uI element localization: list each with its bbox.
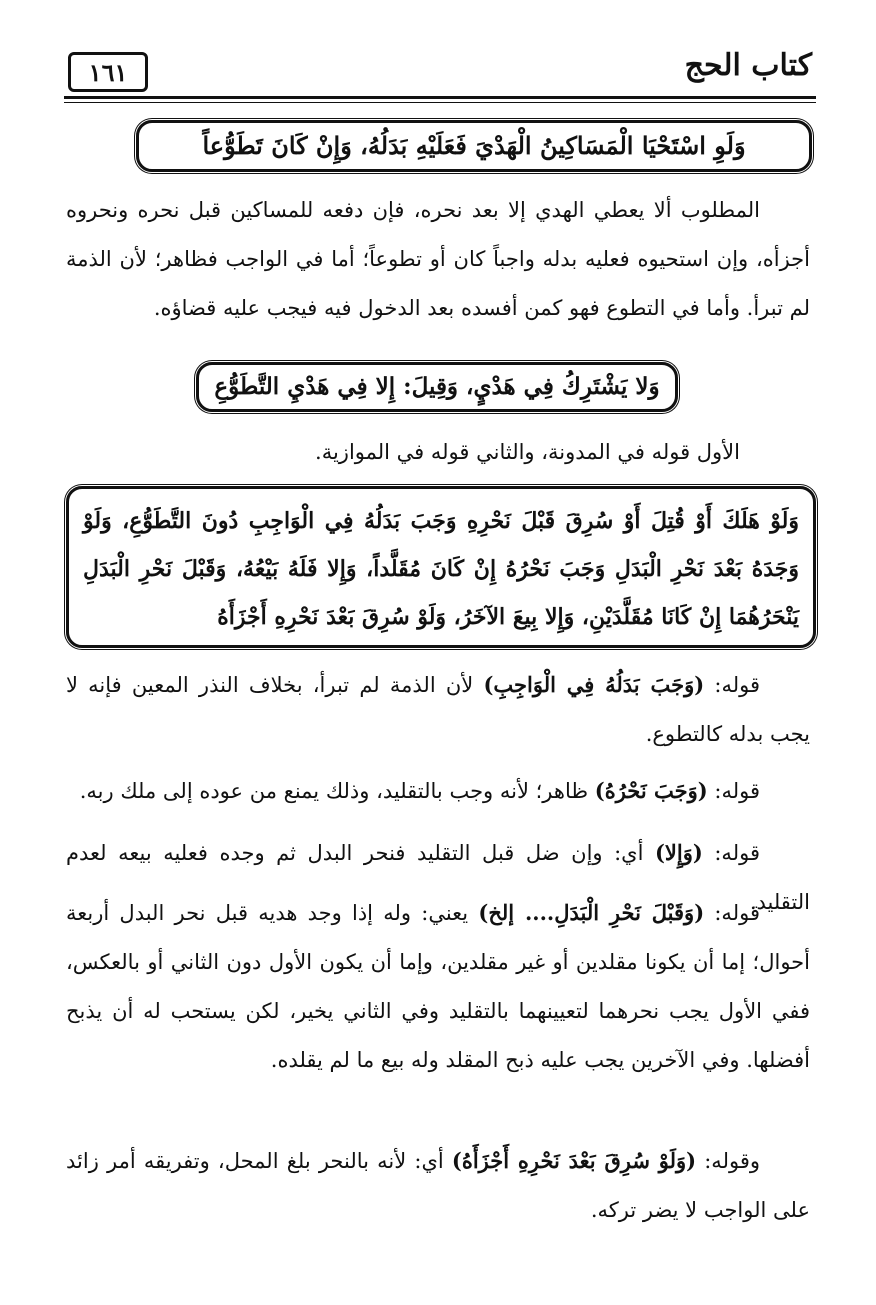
matn-box-2 — [196, 362, 678, 412]
commentary-paragraph-6 — [66, 888, 810, 1085]
matn-box-1 — [136, 120, 812, 172]
quote-label: وقوله: — [704, 1149, 760, 1173]
page-number: ١٦١ — [68, 52, 148, 92]
chapter-title: كتاب الحج — [684, 48, 812, 83]
quote-label: قوله: — [714, 901, 760, 925]
commentary-text: يعني: وله إذا وجد هديه قبل نحر البدل أربعة أحوال؛ إما أن يكونا مقلدين أو غير مقلدين، وإما أن يكون الأول دون الثاني أو بالعكس، ففي الأول يجب نحرهما لتعيينهما بالتقليد وفي الثاني يخير، لكن يستحب له أن يذبح أفضلها. وفي الآخرين يجب عليه ذبح المقلد وله بيع ما لم يقلده. — [66, 901, 810, 1072]
commentary-paragraph-4 — [66, 766, 810, 816]
matn-text-3: وَلَوْ هَلَكَ أَوْ قُتِلَ أَوْ سُرِقَ قَبْلَ نَحْرِهِ وَجَبَ بَدَلُهُ فِي الْوَاجِبِ دُونَ التَّطَوُّعِ، وَلَوْ وَجَدَهُ بَعْدَ نَحْرِ الْبَدَلِ وَجَبَ نَحْرُهُ إِنْ كَانَ مُقَلَّداً، وَإِلا فَلَهُ بَيْعُهُ، وَقَبْلَ نَحْرِ الْبَدَلِ يَنْحَرُهُمَا إِنْ كَانَا مُقَلَّدَيْنِ، وَإِلا بِيعَ الآخَرُ، وَلَوْ سُرِقَ بَعْدَ نَحْرِهِ أَجْزَأَهُ — [83, 508, 799, 630]
commentary-paragraph-7 — [66, 1136, 810, 1235]
header-rule-thick — [64, 96, 816, 99]
quote-label: قوله: — [714, 673, 760, 697]
matn-box-3 — [66, 486, 816, 648]
commentary-text: لأن الذمة لم تبرأ، بخلاف النذر المعين فإنه لا يجب بدله كالتطوع. — [66, 673, 810, 746]
commentary-text: أي: وإن ضل قبل التقليد فنحر البدل ثم وجده فعليه بيعه لعدم التقليد. — [66, 841, 810, 914]
quoted-matn: (وَلَوْ سُرِقَ بَعْدَ نَحْرِهِ أَجْزَأَهُ) — [451, 1148, 697, 1173]
commentary-paragraph-1: المطلوب ألا يعطي الهدي إلا بعد نحره، فإن دفعه للمساكين قبل نحره ونحروه أجزأه، وإن استحيوه فعليه بدله واجباً كان أو تطوعاً؛ أما في الواجب فظاهر؛ لأن الذمة لم تبرأ. وأما في التطوع فهو كمن أفسده بعد الدخول فيه فيجب عليه قضاؤه. — [66, 198, 810, 320]
commentary-paragraph-2: الأول قوله في المدونة، والثاني قوله في الموازية. — [315, 440, 740, 464]
matn-text-1: وَلَوِ اسْتَحْيَا الْمَسَاكِينُ الْهَدْيَ فَعَلَيْهِ بَدَلُهُ، وَإِنْ كَانَ تَطَوُّعاً — [202, 131, 746, 160]
quoted-matn: (وَإِلا) — [654, 840, 703, 865]
commentary-text: ظاهر؛ لأنه وجب بالتقليد، وذلك يمنع من عوده إلى ملك ربه. — [79, 779, 589, 803]
quote-label: قوله: — [714, 779, 760, 803]
quote-label: قوله: — [714, 841, 760, 865]
quoted-matn: (وَجَبَ بَدَلُهُ فِي الْوَاجِبِ) — [483, 672, 705, 697]
header-rule-thin — [64, 102, 816, 103]
quoted-matn: (وَجَبَ نَحْرُهُ) — [594, 778, 708, 803]
quoted-matn: (وَقَبْلَ نَحْرِ الْبَدَلِ.... إلخ) — [478, 900, 705, 925]
commentary-paragraph-3 — [66, 660, 810, 759]
matn-text-2: وَلا يَشْتَرِكُ فِي هَدْيٍ، وَقِيلَ: إِلا فِي هَدْيِ التَّطَوُّعِ — [214, 373, 660, 400]
commentary-text: أي: لأنه بالنحر بلغ المحل، وتفريقه أمر زائد على الواجب لا يضر تركه. — [66, 1149, 810, 1222]
